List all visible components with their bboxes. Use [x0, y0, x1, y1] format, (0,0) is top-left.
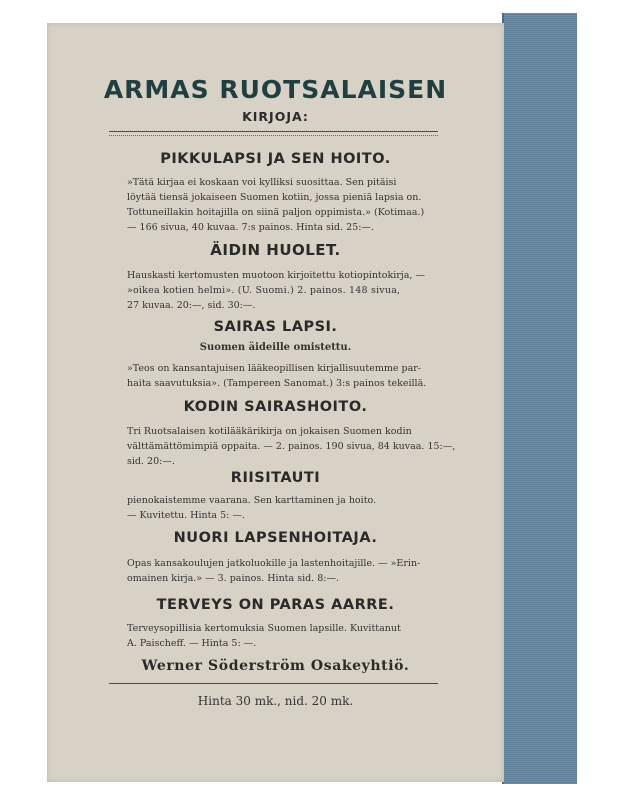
- book-text-line: A. Paischeff. — Hinta 5: —.: [127, 638, 257, 649]
- book-text-line: Tottuneillakin hoitajilla on siinä paljon oppimista.» (Kotimaa.): [127, 207, 425, 218]
- book-heading: KODIN SAIRASHOITO.: [183, 399, 368, 415]
- book-text-line: 27 kuvaa. 20:—, sid. 30:—.: [127, 300, 256, 311]
- book-subheading: Suomen äideille omistettu.: [199, 342, 352, 353]
- divider-bottom: [109, 683, 438, 684]
- book-heading: SAIRAS LAPSI.: [213, 319, 338, 335]
- book-text-line: löytää tiensä jokaiseen Suomen kotiin, jossa pieniä lapsia on.: [127, 192, 422, 203]
- book-text-line: omainen kirja.» — 3. painos. Hinta sid. 8:—.: [127, 573, 339, 584]
- book-text-line: Terveysopillisia kertomuksia Suomen lapsille. Kuvittanut: [127, 623, 401, 634]
- divider-top-dotted: [109, 135, 438, 136]
- book-text-line: sid. 20:—.: [127, 456, 175, 467]
- book-text-line: — 166 sivua, 40 kuvaa. 7:s painos. Hinta sid. 25:—.: [127, 222, 374, 233]
- book-heading: ÄIDIN HUOLET.: [210, 241, 341, 259]
- book-heading: NUORI LAPSENHOITAJA.: [173, 530, 378, 546]
- publisher-name: Werner Söderström Osakeyhtiö.: [141, 658, 410, 674]
- book-text-line: »Tätä kirjaa ei koskaan voi kylliksi suosittaa. Sen pitäisi: [127, 177, 397, 188]
- cover-subtitle: KIRJOJA:: [242, 109, 309, 124]
- book-text-line: »Teos on kansantajuisen lääkeopillisen kirjallisuutemme par-: [127, 363, 422, 374]
- divider-top: [109, 131, 438, 132]
- price-line: Hinta 30 mk., nid. 20 mk.: [197, 694, 354, 708]
- book-text-line: haita saavutuksia». (Tampereen Sanomat.) 3:s painos tekeillä.: [127, 378, 427, 389]
- book-heading: PIKKULAPSI JA SEN HOITO.: [160, 151, 391, 167]
- book-text-line: Tri Ruotsalaisen kotilääkärikirja on jokaisen Suomen kodin: [127, 426, 412, 437]
- book-text-line: välttämättömimpiä oppaita. — 2. painos. 190 sivua, 84 kuvaa. 15:—,: [127, 441, 456, 452]
- back-cover: [47, 23, 504, 782]
- book-text-line: pienokaistemme vaarana. Sen karttaminen ja hoito.: [127, 495, 377, 506]
- book-text-line: Hauskasti kertomusten muotoon kirjoitettu kotiopintokirja, —: [127, 270, 425, 281]
- cover-title: ARMAS RUOTSALAISEN: [103, 75, 448, 104]
- book-heading: TERVEYS ON PARAS AARRE.: [156, 597, 395, 613]
- book-text-line: — Kuvitettu. Hinta 5: —.: [127, 510, 245, 521]
- book-heading: RIISITAUTI: [230, 470, 321, 486]
- book-text-line: Opas kansakoulujen jatkoluokille ja lastenhoitajille. — »Erin-: [127, 558, 421, 569]
- book-spine-cloth: [502, 13, 577, 784]
- book-text-line: »oikea kotien helmi». (U. Suomi.) 2. painos. 148 sivua,: [127, 285, 401, 296]
